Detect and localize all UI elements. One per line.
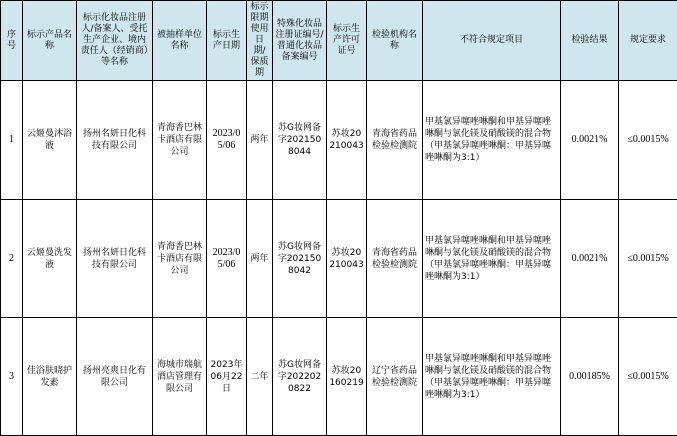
- cell-nonconforming-item-text: 甲基氯异噻唑啉酮和甲基异噻唑啉酮与氯化镁及硝酸镁的混合物（甲基氯异噻唑啉酮：甲基异噻唑啉酮为3:1）: [425, 116, 558, 164]
- cell-registration-number-text: 苏G妆网备字2021508044: [275, 122, 324, 158]
- header-company-name: 标示化妆品注册人/备案人、受托生产企业、境内责任人（经销商）等名称: [77, 1, 153, 81]
- cell-registration-number: [273, 81, 327, 200]
- cell-product-name: [23, 200, 77, 318]
- header-shelf-life: 标示限期使用日期/保质期: [247, 1, 273, 81]
- cell-sampled-unit-text: 青海香巴林卡酒店有限公司: [155, 122, 204, 158]
- table-row: [1, 318, 677, 436]
- cell-shelf-life: 两年: [247, 81, 273, 200]
- cell-inspection-result: 0.0021%: [561, 81, 619, 200]
- cell-production-date-text: 2023/05/06: [209, 247, 244, 271]
- cell-nonconforming-item-text: 甲基氯异噻唑啉酮和甲基异噻唑啉酮与氯化镁及硝酸镁的混合物（甲基氯异噻唑啉酮：甲基异噻唑啉酮为3:1）: [425, 235, 558, 283]
- cell-sampled-unit-text: 青海香巴林卡酒店有限公司: [155, 241, 204, 277]
- cell-inspection-institution-text: 辽宁省药品检验检测院: [369, 365, 420, 389]
- cell-nonconforming-item: [423, 318, 561, 436]
- cell-inspection-institution: [367, 200, 423, 318]
- cell-requirement: ≤0.0015%: [619, 200, 677, 318]
- cell-sampled-unit: [153, 318, 207, 436]
- cell-requirement: ≤0.0015%: [619, 318, 677, 436]
- cell-production-date: [207, 200, 247, 318]
- cell-company-name: [77, 318, 153, 436]
- cell-index: 3: [1, 318, 23, 436]
- cell-product-name: [23, 318, 77, 436]
- header-requirement: 规定要求: [619, 1, 677, 81]
- cell-production-license-text: 苏妆20160219: [329, 365, 364, 389]
- cell-sampled-unit: [153, 81, 207, 200]
- cell-company-name: [77, 200, 153, 318]
- header-production-license: 标示生产许可证号: [327, 1, 367, 81]
- cell-registration-number-text: 苏G妆网备字2022020822: [275, 359, 324, 395]
- cell-inspection-institution: [367, 81, 423, 200]
- cell-registration-number: [273, 318, 327, 436]
- cell-production-license-text: 苏妆20210043: [329, 247, 364, 271]
- header-product-name: 标示产品名称: [23, 1, 77, 81]
- cell-production-date-text: 2023/05/06: [209, 128, 244, 152]
- cell-sampled-unit-text: 海城市瑞航酒店管理有限公司: [155, 359, 204, 395]
- cell-company-name-text: 扬州名妍日化科技有限公司: [79, 247, 150, 271]
- header-nonconforming-item: 不符合规定项目: [423, 1, 561, 81]
- cell-shelf-life: 二年: [247, 318, 273, 436]
- cell-nonconforming-item-text: 甲基氯异噻唑啉酮和甲基异噻唑啉酮与氯化镁及硝酸镁的混合物（甲基氯异噻唑啉酮：甲基异噻唑啉酮为3:1）: [425, 353, 558, 401]
- cell-inspection-institution-text: 青海省药品检验检测院: [369, 247, 420, 271]
- cell-product-name-text: 云姬曼洗发液: [25, 247, 74, 271]
- header-registration-number: 特殊化妆品注册证编号/普通化妆品备案编号: [273, 1, 327, 81]
- cell-index: 1: [1, 81, 23, 200]
- header-production-date: 标示生产日期: [207, 1, 247, 81]
- cell-product-name: [23, 81, 77, 200]
- cell-nonconforming-item: [423, 200, 561, 318]
- header-index: 序号: [1, 1, 23, 81]
- cell-registration-number-text: 苏G妆网备字2021508042: [275, 241, 324, 277]
- cell-production-license: [327, 200, 367, 318]
- cell-inspection-result: 0.00185%: [561, 318, 619, 436]
- header-sampled-unit: 被抽样单位名称: [153, 1, 207, 81]
- cell-production-date: [207, 318, 247, 436]
- table-row: [1, 81, 677, 200]
- cell-inspection-institution: [367, 318, 423, 436]
- cell-index: 2: [1, 200, 23, 318]
- cell-production-license: [327, 318, 367, 436]
- cell-inspection-result: 0.0021%: [561, 200, 619, 318]
- header-inspection-institution: 检验机构名称: [367, 1, 423, 81]
- cell-company-name: [77, 81, 153, 200]
- cell-company-name-text: 扬州亮爽日化有限公司: [79, 365, 150, 389]
- cell-production-license-text: 苏妆20210043: [329, 128, 364, 152]
- cell-sampled-unit: [153, 200, 207, 318]
- header-inspection-result: 检验结果: [561, 1, 619, 81]
- table-row: [1, 200, 677, 318]
- cell-requirement: ≤0.0015%: [619, 81, 677, 200]
- cell-production-date-text: 2023年06月22日: [209, 359, 244, 395]
- cell-product-name-text: 云姬曼沐浴液: [25, 128, 74, 152]
- cell-company-name-text: 扬州名妍日化科技有限公司: [79, 128, 150, 152]
- cell-inspection-institution-text: 青海省药品检验检测院: [369, 128, 420, 152]
- cell-production-license: [327, 81, 367, 200]
- cell-nonconforming-item: [423, 81, 561, 200]
- cell-shelf-life: 两年: [247, 200, 273, 318]
- cell-production-date: [207, 81, 247, 200]
- header-row: [1, 1, 677, 81]
- cell-registration-number: [273, 200, 327, 318]
- cell-product-name-text: 佳浴肤晓护发素: [25, 365, 74, 389]
